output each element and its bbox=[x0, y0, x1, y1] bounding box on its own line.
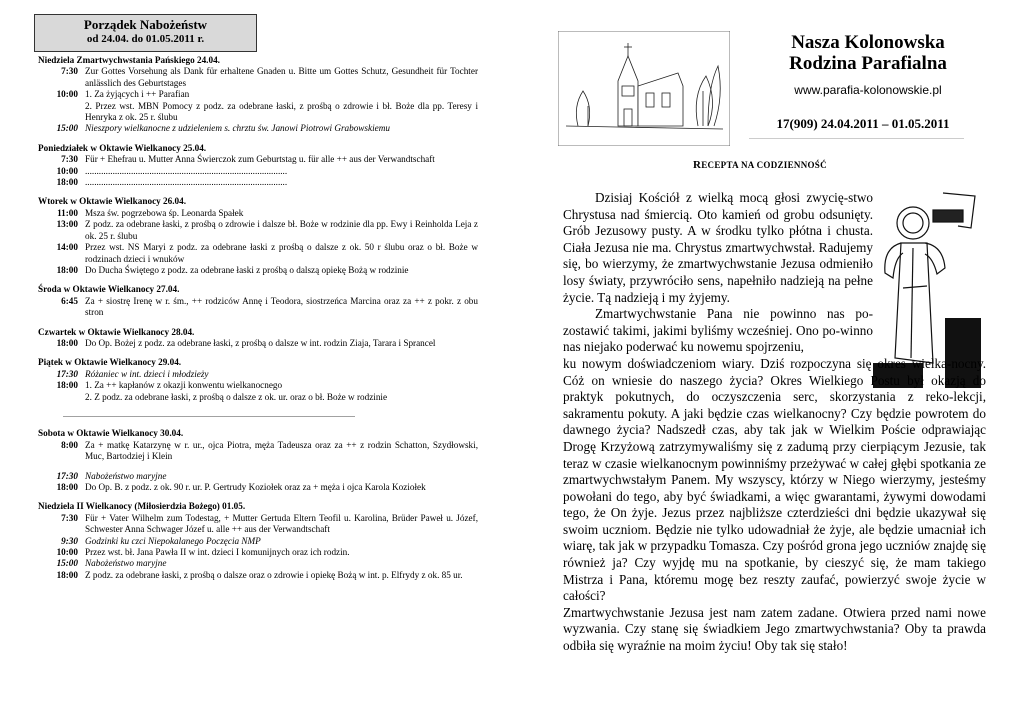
mass-intention: Z podz. za odebrane łaski, z prośbą o zdrowie i dalsze bł. Boże w rodzinie dla pp. Ewy i Reinholda Leja z ok. 25 r. ślubu bbox=[85, 219, 478, 241]
mass-intention: Für + Vater Wilhelm zum Todestag, + Mutter Gertuda Eltern Teofil u. Karolina, Brüder Paweł u. Józef, Schwester Anna Schwager Józef u. alle ++ aus der Verwandtschaft bbox=[85, 512, 478, 535]
schedule-days bbox=[38, 55, 478, 581]
schedule-day bbox=[38, 143, 478, 189]
mass-entry bbox=[38, 536, 478, 547]
parish-title: Nasza Kolonowska Rodzina Parafialna bbox=[789, 32, 947, 74]
mass-time bbox=[38, 101, 85, 124]
mass-schedule bbox=[38, 14, 478, 589]
day-heading: Niedziela II Wielkanocy (Miłosierdzia Bożego) 01.05. bbox=[38, 501, 246, 512]
schedule-day bbox=[38, 284, 478, 318]
mass-entry bbox=[38, 166, 478, 177]
mass-time: 11:00 bbox=[57, 207, 78, 218]
mass-intention: Für + Ehefrau u. Mutter Anna Świerczok zum Geburtstag u. für alle ++ aus der Verwandtschaft bbox=[85, 154, 435, 165]
schedule-day bbox=[38, 428, 478, 462]
mass-intention: Do Op. Bożej z podz. za odebrane łaski, z prośbą o dalsze w int. rodzin Ziaja, Tarara i Sprancel bbox=[85, 337, 436, 348]
mass-time: 7:30 bbox=[61, 66, 78, 77]
mass-entry bbox=[38, 296, 478, 319]
mass-intention: 1. Za ++ kapłanów z okazji konwentu wielkanocnego bbox=[85, 380, 283, 391]
mass-time: 13:00 bbox=[56, 219, 78, 230]
schedule-title-box bbox=[34, 14, 257, 52]
schedule-day bbox=[38, 327, 478, 350]
mass-intention: Różaniec w int. dzieci i młodzieży bbox=[85, 368, 209, 379]
church-drawing-icon bbox=[558, 31, 730, 146]
paragraph-2b: ku nowym doświadczeniom wiary. Dziś rozpoczyna się okres wielka-nocny. Cóż on wniesie do naszego życia? Okres Wielkiego Postu był okazją do praktyk pokutnych, do oczyszczenia serc, skorzystania z reko-lekcji, sakramentu pokuty. A jaki będzie czas wielkanocny? Czy będzie powrotem do dawnego życia? Nadszedł czas, aby tak jak w Wielkim Poście odprawiając Drogę Krzyżową zatrzymywaliśmy się z zadumą przy cierpiącym Jezusie, tak teraz w czasie wielkanocnym powinniśmy przeżywać w całej głębi spotkania ze zmartwychwstałym Panem. My wszyscy, którzy w Niego wierzymy, jesteśmy powołani do tego, aby być świadkami, a więc gwarantami, żywymi dowodami tego, że On żyje. Jezus przez najbliższe czterdzieści dni będzie ukazywał się swoim uczniom. Będzie nie tylko udowadniał że żyje, ale będzie umacniał ich wiarę, tak jak w przypadku Tomasza. Czy pośród grona jego uczniów znajdę się również ja? Czy wyjdę mu na spotkanie, by cieszyć się, że mam takiego Mistrza i Pana, któremu mogę bez reszty zaufać, powierzyć swoje życie w całości? bbox=[563, 355, 986, 604]
mass-entry bbox=[38, 471, 478, 482]
mass-time: 14:00 bbox=[56, 242, 78, 253]
schedule-day bbox=[38, 55, 478, 135]
paragraph-1: Dzisiaj Kościół z wielką mocą głosi zwycię-stwo Chrystusa nad śmiercią. Oto kamień od grobu odsunięty. Grób Jezusowy pusty. A w środku tylko płótna i chusta. Ciała Jezusa nie ma. Chrystus zmartwychwstał. Radujemy się, bo wierzymy, że zmartwychwstanie Jezusa odmieniło losy światy, przywróciło sens, napełniło nadzieją na pełne życie. Tą nadzieją i my żyjemy. bbox=[563, 190, 873, 305]
mass-time: 8:00 bbox=[61, 439, 78, 450]
mass-intention: Do Ducha Świętego z podz. za odebrane łaski z prośbą o dalszą opiekę Bożą w rodzinie bbox=[85, 264, 409, 275]
mass-entry bbox=[38, 570, 478, 581]
mass-entry bbox=[38, 513, 478, 536]
paragraph-2a: Zmartwychwstanie Pana nie powinno nas po-zostawić takimi, jakimi byliśmy wcześniej. Ono po-winno nas niejako poderwać ku nowemu spojrzeniu, bbox=[563, 306, 873, 355]
day-heading: Środa w Oktawie Wielkanocy 27.04. bbox=[38, 284, 180, 295]
mass-intention: Nabożeństwo maryjne bbox=[85, 470, 167, 481]
mass-entry bbox=[38, 101, 478, 124]
mass-time: 10:00 bbox=[56, 547, 78, 558]
mass-time: 10:00 bbox=[56, 165, 78, 176]
schedule-day bbox=[38, 501, 478, 581]
divider bbox=[749, 138, 964, 139]
mass-entry bbox=[38, 219, 478, 242]
mass-intention: 2. Z podz. za odebrane łaski, z prośbą o dalsze z ok. ur. oraz o bł. Boże w rodzinie bbox=[85, 391, 388, 402]
day-heading: Wtorek w Oktawie Wielkanocy 26.04. bbox=[38, 196, 187, 207]
mass-time bbox=[38, 392, 85, 403]
mass-entry bbox=[38, 547, 478, 558]
schedule-title: Porządek Nabożeństw bbox=[83, 17, 208, 32]
recipe-text bbox=[563, 190, 986, 655]
mass-entry bbox=[38, 369, 478, 380]
mass-entry bbox=[38, 208, 478, 219]
mass-entry bbox=[38, 482, 478, 493]
mass-entry bbox=[38, 66, 478, 89]
mass-intention: Nabożeństwo maryjne bbox=[85, 558, 167, 569]
mass-entry bbox=[38, 380, 478, 391]
mass-time: 18:00 bbox=[56, 264, 78, 275]
mass-entry bbox=[38, 392, 478, 403]
day-heading: Sobota w Oktawie Wielkanocy 30.04. bbox=[38, 428, 184, 439]
dotted-separator: .................................................................................................................................................. bbox=[63, 409, 355, 419]
mass-time: 15:00 bbox=[56, 123, 78, 134]
mass-time: 18:00 bbox=[56, 569, 78, 580]
mass-entry bbox=[38, 89, 478, 100]
mass-entry bbox=[38, 242, 478, 265]
mass-entry bbox=[38, 123, 478, 134]
schedule-day bbox=[38, 471, 478, 494]
mass-intention: 1. Za żyjących i ++ Parafian bbox=[85, 89, 190, 100]
mass-intention: ........................................................................................ bbox=[85, 165, 288, 176]
mass-time: 18:00 bbox=[56, 337, 78, 348]
mass-intention: Nieszpory wielkanocne z udzieleniem s. chrztu św. Janowi Piotrowi Grabowskiemu bbox=[85, 123, 390, 134]
day-heading: Czwartek w Oktawie Wielkanocy 28.04. bbox=[38, 326, 195, 337]
mass-time: 18:00 bbox=[56, 482, 78, 492]
mass-time: 6:45 bbox=[61, 295, 78, 306]
parish-url[interactable]: www.parafia-kolonowskie.pl bbox=[794, 83, 942, 97]
schedule-day bbox=[38, 196, 478, 276]
issue-number: 17(909) 24.04.2011 – 01.05.2011 bbox=[776, 116, 950, 131]
mass-intention: ........................................................................................ bbox=[85, 177, 288, 188]
mass-intention: Msza św. pogrzebowa śp. Leonarda Spałek bbox=[85, 207, 244, 218]
mass-intention: Godzinki ku czci Niepokalanego Poczęcia NMP bbox=[85, 535, 261, 546]
mass-entry bbox=[38, 338, 478, 349]
paragraph-3: Zmartwychwstanie Jezusa jest nam zatem zadane. Otwiera przed nami nowe wyzwania. Czy stanę się świadkiem Jego zmartwychwstania? Oby ta prawda odbiła się wyraźnie na moim życiu! Oby tak się stało! bbox=[563, 604, 986, 654]
mass-intention: Z podz. za odebrane łaski, z prośbą o dalsze oraz o zdrowie i opiekę Bożą w int. p. Elfrydy z ok. 85 ur. bbox=[85, 569, 463, 580]
mass-intention: Przez wst. NS Maryi z podz. za odebrane łaski z prośbą o dalsze z ok. 50 r ślubu oraz o bł. Boże w rodzinach dzieci i wnuków bbox=[85, 242, 478, 264]
mass-time: 7:30 bbox=[61, 512, 78, 523]
day-heading: Piątek w Oktawie Wielkanocy 29.04. bbox=[38, 357, 182, 368]
mass-time: 7:30 bbox=[61, 154, 78, 165]
schedule-dates: od 24.04. do 01.05.2011 r. bbox=[86, 33, 205, 45]
day-heading: Niedziela Zmartwychwstania Pańskiego 24.04. bbox=[38, 55, 220, 65]
mass-intention: Zur Gottes Vorsehung als Dank für erhaltene Gnaden u. Bitte um Gottes Schutz, Gesundheit für Tochter anlässlich des Geburtstages bbox=[85, 66, 478, 88]
mass-time: 10:00 bbox=[56, 89, 78, 100]
mass-intention: 2. Przez wst. MBN Pomocy z podz. za odebrane łaski, z prośbą o zdrowie i bł. Boże dla pp. Teresy i Henryka z ok. 25 r. ślubu bbox=[85, 100, 478, 123]
schedule-day bbox=[38, 357, 478, 403]
mass-time: 17:30 bbox=[56, 368, 78, 379]
mass-time: 9:30 bbox=[61, 535, 78, 546]
mass-time: 18:00 bbox=[56, 380, 78, 391]
mass-entry bbox=[38, 154, 478, 165]
mass-time: 15:00 bbox=[56, 558, 78, 569]
mass-intention: Za + matkę Katarzynę w r. ur., ojca Piotra, męża Tadeusza oraz za ++ z rodzin Schatton, Szydłowski, Muc, Bartodziej i Klein bbox=[85, 439, 478, 462]
mass-intention: Za + siostrę Irenę w r. śm., ++ rodziców Annę i Teodora, siostrzeńca Marcina oraz za ++ z pokr. z obu stron bbox=[85, 295, 478, 318]
mass-entry bbox=[38, 265, 478, 276]
mass-entry bbox=[38, 177, 478, 188]
day-heading: Poniedziałek w Oktawie Wielkanocy 25.04. bbox=[38, 142, 207, 153]
mass-intention: Przez wst. bł. Jana Pawła II w int. dzieci I komunijnych oraz ich rodzin. bbox=[85, 547, 350, 558]
mass-time: 17:30 bbox=[56, 470, 78, 481]
mass-intention: Do Op. B. z podz. z ok. 90 r. ur. P. Gertrudy Koziołek oraz za + męża i ojca Karola Koziołek bbox=[85, 482, 426, 492]
mass-time: 18:00 bbox=[56, 177, 78, 188]
recipe-heading: RECEPTA NA CODZIENNOŚĆ bbox=[693, 159, 827, 171]
mass-entry bbox=[38, 558, 478, 569]
mass-entry bbox=[38, 440, 478, 463]
